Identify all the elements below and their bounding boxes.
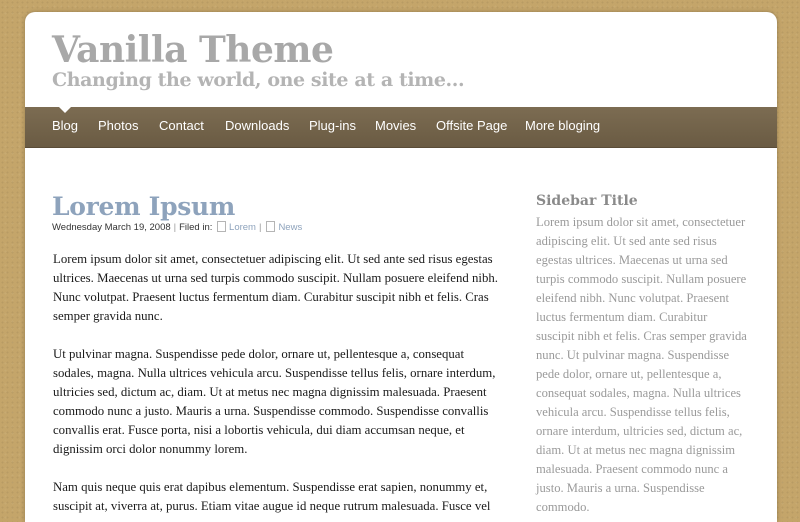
page-icon — [217, 221, 226, 232]
post-meta — [52, 221, 302, 235]
sidebar-title: Sidebar Title — [536, 193, 638, 209]
post-title[interactable]: Lorem Ipsum — [52, 192, 236, 221]
site-title[interactable]: Vanilla Theme — [52, 29, 334, 71]
post-date: Wednesday March 19, 2008 — [52, 222, 171, 233]
meta-separator: | — [258, 222, 262, 233]
post-body — [53, 250, 505, 522]
active-nav-indicator — [59, 107, 71, 113]
page-icon — [266, 221, 275, 232]
category-link-news[interactable]: News — [278, 222, 303, 233]
nav-item-movies[interactable]: Movies — [375, 118, 417, 133]
post-paragraph: Lorem ipsum dolor sit amet, consectetuer adipiscing elit. Ut sed ante sed risus egestas ultrices. Maecenas ut urna sed turpis commodo suscipit. Nullam posuere eleifend nibh. Nunc volutpat. Praesent luctus fermentum diam. Curabitur suscipit nibh et felis. Cras semper gravida nunc. — [53, 252, 498, 323]
filed-in-label: Filed in: — [179, 222, 213, 233]
nav-item-more-bloging[interactable]: More bloging — [525, 118, 601, 133]
nav-item-downloads[interactable]: Downloads — [225, 118, 290, 133]
sidebar-text: Lorem ipsum dolor sit amet, consectetuer adipiscing elit. Ut sed ante sed risus egestas ultrices. Maecenas ut urna sed turpis commodo suscipit. Nullam posuere eleifend nibh. Nunc volutpat. Praesent luctus fermentum diam. Curabitur suscipit nibh et felis. Cras semper gravida nunc. Ut pulvinar magna. Suspendisse pede dolor, ornare ut, pellentesque a, consequat sodales, magna. Nulla ultrices vehicula arcu. Suspendisse tellus felis, ornare interdum, ultricies sed, dictum ac, diam. Ut at metus nec magna dignissim malesuada. Praesent commodo nunc a justo. Mauris a urna. Suspendisse commodo. — [536, 215, 747, 514]
main-nav — [25, 107, 777, 148]
site-tagline: Changing the world, one site at a time... — [52, 69, 465, 91]
nav-item-blog[interactable]: Blog — [52, 118, 79, 133]
nav-item-plug-ins[interactable]: Plug-ins — [309, 118, 356, 133]
meta-separator: | — [173, 222, 177, 233]
nav-item-contact[interactable]: Contact — [159, 118, 204, 133]
nav-item-offsite-page[interactable]: Offsite Page — [436, 118, 508, 133]
nav-item-photos[interactable]: Photos — [98, 118, 139, 133]
post-paragraph: Ut pulvinar magna. Suspendisse pede dolor, ornare ut, pellentesque a, consequat sodales, magna. Nulla ultrices vehicula arcu. Suspendisse tellus felis, ornare interdum, ultricies sed, dictum ac, diam. Ut at metus nec magna dignissim malesuada. Praesent commodo nunc a justo. Mauris a urna. Suspendisse commodo. Suspendisse convallis convallis erat. Fusce porta, nisi a lobortis vehicula, dui diam accumsan neque, et dignissim orci dolor nonummy lorem. — [53, 347, 496, 456]
page-container — [25, 12, 777, 522]
post-paragraph: Nam quis neque quis erat dapibus elementum. Suspendisse erat sapien, nonummy et, suscipit at, viverra at, purus. Etiam vitae augue id neque rutrum malesuada. Fusce vel — [53, 480, 491, 513]
category-link-lorem[interactable]: Lorem — [229, 222, 256, 233]
